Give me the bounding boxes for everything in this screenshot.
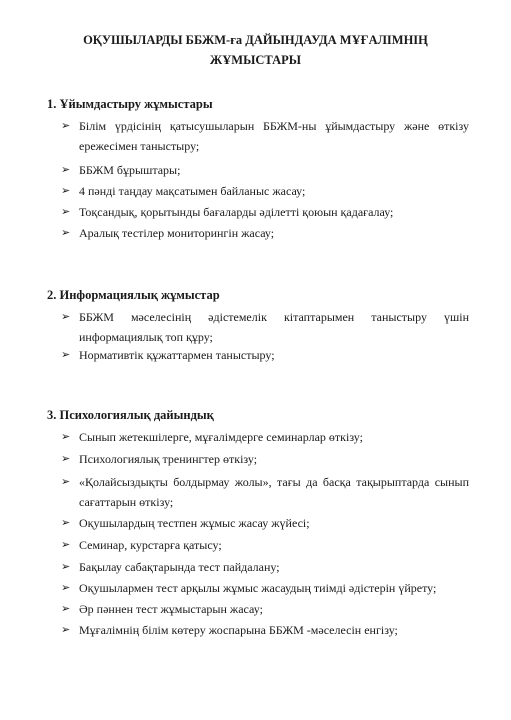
arrow-bullet-icon: ➢ bbox=[61, 164, 71, 176]
arrow-bullet-icon: ➢ bbox=[61, 582, 71, 594]
arrow-bullet-icon: ➢ bbox=[61, 311, 71, 323]
section-heading-information: 2. Информациялық жұмыстар bbox=[47, 288, 220, 302]
list-item-line-1: «Қолайсыздықты болдырмау жолы», тағы да басқа тақырыптарда сынып bbox=[79, 475, 469, 489]
list-item-line-1: ББЖМ мәселесінің әдістемелік кітаптарымен таныстыру үшін bbox=[79, 310, 469, 324]
list-item-text: Мұғалімнің білім көтеру жоспарына ББЖМ -мәселесін енгізу; bbox=[79, 623, 398, 637]
arrow-bullet-icon: ➢ bbox=[61, 349, 71, 361]
section-heading-organization: 1. Ұйымдастыру жұмыстары bbox=[47, 97, 213, 111]
document-title bbox=[0, 30, 511, 70]
arrow-bullet-icon: ➢ bbox=[61, 539, 71, 551]
list-item-text: Семинар, курстарға қатысу; bbox=[79, 538, 222, 552]
list-item-line-2: сағаттарын өткізу; bbox=[79, 495, 174, 509]
arrow-bullet-icon: ➢ bbox=[61, 185, 71, 197]
list-item-text: Нормативтік құжаттармен таныстыру; bbox=[79, 348, 275, 362]
list-item-text: Әр пәннен тест жұмыстарын жасау; bbox=[79, 602, 263, 616]
section-heading-psychology: 3. Психологиялық дайындық bbox=[47, 408, 214, 422]
arrow-bullet-icon: ➢ bbox=[61, 476, 71, 488]
title-line-1: ОҚУШЫЛАРДЫ ББЖМ-ға ДАЙЫНДАУДА МҰҒАЛІМНІҢ bbox=[83, 33, 428, 47]
list-item-text: Оқушылардың тестпен жұмыс жасау жүйесі; bbox=[79, 516, 310, 530]
list-item-text: Тоқсандық, қорытынды бағаларды әділетті қоюын қадағалау; bbox=[79, 205, 394, 219]
list-item-text: Оқушылармен тест арқылы жұмыс жасаудың тиімді әдістерін үйрету; bbox=[79, 581, 437, 595]
list-item-line-2: ережесімен таныстыру; bbox=[79, 139, 200, 153]
arrow-bullet-icon: ➢ bbox=[61, 453, 71, 465]
list-item-text: ББЖМ бұрыштары; bbox=[79, 163, 181, 177]
list-item-line-2: информациялық топ құру; bbox=[79, 330, 213, 344]
arrow-bullet-icon: ➢ bbox=[61, 517, 71, 529]
title-line-2: ЖҰМЫСТАРЫ bbox=[209, 53, 302, 67]
arrow-bullet-icon: ➢ bbox=[61, 431, 71, 443]
arrow-bullet-icon: ➢ bbox=[61, 227, 71, 239]
list-item-text: Сынып жетекшілерге, мұғалімдерге семинарлар өткізу; bbox=[79, 430, 363, 444]
arrow-bullet-icon: ➢ bbox=[61, 206, 71, 218]
list-item-text: 4 пәнді таңдау мақсатымен байланыс жасау; bbox=[79, 184, 306, 198]
arrow-bullet-icon: ➢ bbox=[61, 561, 71, 573]
arrow-bullet-icon: ➢ bbox=[61, 120, 71, 132]
list-item-line-1: Білім үрдісінің қатысушыларын ББЖМ-ны ұйымдастыру және өткізу bbox=[79, 119, 469, 133]
list-item-text: Психологиялық тренингтер өткізу; bbox=[79, 452, 258, 466]
list-item-text: Бақылау сабақтарында тест пайдалану; bbox=[79, 560, 280, 574]
list-item-text: Аралық тестілер мониторингін жасау; bbox=[79, 226, 275, 240]
arrow-bullet-icon: ➢ bbox=[61, 624, 71, 636]
arrow-bullet-icon: ➢ bbox=[61, 603, 71, 615]
